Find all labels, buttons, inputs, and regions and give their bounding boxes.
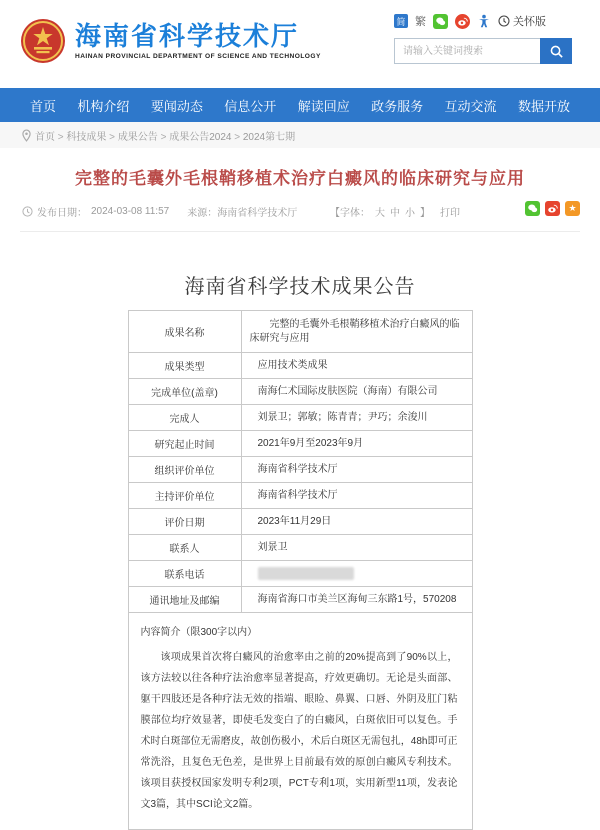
wechat-bubble-icon (435, 16, 446, 27)
font-size-medium[interactable]: 中 (390, 208, 400, 219)
summary-text: 该项成果首次将白癜风的治愈率由之前的20%提高到了90%以上，该方法较以往各种疗法治愈率显著提高，疗效更确切。无论是头面部、躯干四肢还是各种疗法无效的指端、眼睑、鼻翼、口唇、外阴及肛门粘膜部位均疗效显著，即使毛发变白了的白癜风，白斑依旧可以复色。手术时白斑部位无需磨皮，故创伤极小，术后白斑区无需包扎，48h即可正常洗浴，且复色无色差，是世界上目前最有效的原创白癜风专利技术。该项目获授权国家发明专利2项，PCT专利1项，实用新型11项，发表论文3篇，其中SCI论文2篇。 (140, 652, 458, 810)
article-meta (0, 204, 600, 220)
row-label: 通讯地址及邮编 (128, 587, 241, 613)
nav-item-2[interactable]: 要闻动态 (150, 98, 203, 114)
row-label: 评价日期 (128, 509, 241, 535)
table-row (128, 587, 472, 613)
table-row (128, 483, 472, 509)
search-input[interactable] (394, 38, 540, 64)
header-tools (394, 13, 582, 64)
source-value: 海南省科学技术厅 (217, 208, 298, 219)
row-value: 2023年11月29日 (241, 509, 472, 535)
nav-item-3[interactable]: 信息公开 (224, 98, 277, 114)
row-value: 海南省科学技术厅 (241, 457, 472, 483)
table-row (128, 457, 472, 483)
font-size-control (330, 204, 460, 219)
nav-item-5[interactable]: 政务服务 (371, 98, 424, 114)
font-size-suffix: 】 (420, 208, 430, 219)
row-label: 联系人 (128, 535, 241, 561)
site-title: 海南省科学技术厅 (75, 20, 300, 51)
breadcrumb-separator: > (106, 131, 118, 143)
source (187, 204, 297, 219)
font-size-large[interactable]: 大 (375, 208, 385, 219)
breadcrumb-item-3[interactable]: 成果公告2024 (169, 131, 232, 143)
nav-item-0[interactable]: 首页 (30, 98, 57, 114)
search-icon (549, 44, 564, 59)
table-row (128, 353, 472, 379)
row-label: 组织评价单位 (128, 457, 241, 483)
search-button[interactable] (540, 38, 572, 64)
publish-info (22, 204, 297, 219)
article (0, 164, 600, 830)
nav-item-1[interactable]: 机构介绍 (77, 98, 130, 114)
table-row (128, 535, 472, 561)
breadcrumb-item-4[interactable]: 2024第七期 (242, 131, 296, 143)
breadcrumb-separator: > (157, 131, 170, 143)
font-size-prefix: 【字体： (330, 208, 370, 219)
accessibility-icon[interactable] (477, 14, 491, 28)
location-pin-icon (22, 129, 31, 142)
row-value: 完整的毛囊外毛根鞘移植术治疗白癜风的临床研究与应用 (241, 311, 472, 353)
font-size-small[interactable]: 小 (405, 208, 415, 219)
share-wechat-icon[interactable] (525, 201, 540, 216)
row-value (241, 561, 472, 587)
source-label: 来源： (187, 208, 218, 219)
row-value: 海南省海口市美兰区海甸三东路1号，570208 (241, 587, 472, 613)
logo (20, 18, 321, 64)
row-value: 刘景卫 (241, 535, 472, 561)
announcement-table (128, 310, 473, 830)
summary-row (128, 613, 472, 830)
row-label: 联系电话 (128, 561, 241, 587)
breadcrumb-items (35, 128, 295, 143)
row-label: 主持评价单位 (128, 483, 241, 509)
row-label: 成果类型 (128, 353, 241, 379)
print-button[interactable]: 打印 (440, 208, 460, 219)
weibo-icon[interactable] (455, 14, 470, 29)
breadcrumb-item-2[interactable]: 成果公告 (117, 131, 158, 143)
row-value: 南海仁术国际皮肤医院（海南）有限公司 (241, 379, 472, 405)
clock-icon (498, 15, 510, 27)
site-title-block (75, 22, 321, 61)
announcement-title: 海南省科学技术成果公告 (184, 276, 416, 298)
table-row (128, 405, 472, 431)
row-value: 2021年9月至2023年9月 (241, 431, 472, 457)
row-value: 刘景卫；郭敏；陈青青；尹巧；余浚川 (241, 405, 472, 431)
site-header (0, 0, 600, 88)
share-weibo-icon[interactable] (545, 201, 560, 216)
national-emblem-icon (20, 18, 66, 64)
breadcrumb-item-1[interactable]: 科技成果 (66, 131, 107, 143)
care-version-link[interactable] (498, 13, 546, 29)
breadcrumb-separator: > (231, 131, 243, 143)
share-favorite-icon[interactable]: ★ (565, 201, 580, 216)
accessibility-person-icon (477, 14, 491, 28)
nav-item-7[interactable]: 数据开放 (517, 98, 570, 114)
row-value: 海南省科学技术厅 (241, 483, 472, 509)
publish-date-value: 2024-03-08 11:57 (91, 206, 170, 217)
site-title-en: HAINAN PROVINCIAL DEPARTMENT OF SCIENCE AND TECHNOLOGY (75, 53, 321, 61)
summary-title: 内容简介（限300字以内） (140, 627, 258, 638)
row-label: 研究起止时间 (128, 431, 241, 457)
clock-icon (22, 206, 33, 217)
search-bar (394, 38, 582, 64)
weibo-eye-icon (457, 16, 468, 27)
table-row (128, 509, 472, 535)
row-label: 成果名称 (128, 311, 241, 353)
weibo-eye-icon (547, 203, 558, 214)
nav-item-6[interactable]: 互动交流 (444, 98, 497, 114)
wechat-bubble-icon (527, 203, 538, 214)
breadcrumb (0, 122, 600, 148)
row-label: 完成单位(盖章) (128, 379, 241, 405)
simplified-chinese-button[interactable]: 简 (394, 14, 408, 28)
main-nav (0, 88, 600, 122)
breadcrumb-item-0[interactable]: 首页 (35, 131, 55, 143)
breadcrumb-separator: > (55, 131, 67, 143)
publish-date-label: 发布日期： (37, 208, 87, 219)
table-row (128, 311, 472, 353)
summary-cell (128, 613, 472, 830)
table-row (128, 561, 472, 587)
nav-item-4[interactable]: 解读回应 (297, 98, 350, 114)
redacted-phone (258, 567, 354, 580)
row-value: 应用技术类成果 (241, 353, 472, 379)
table-row (128, 431, 472, 457)
wechat-icon[interactable] (433, 14, 448, 29)
care-version-label: 关怀版 (513, 16, 546, 28)
article-title: 完整的毛囊外毛根鞘移植术治疗白癜风的临床研究与应用 (75, 169, 525, 188)
table-row (128, 379, 472, 405)
divider (20, 231, 580, 232)
top-links (394, 13, 582, 29)
share-buttons (525, 201, 580, 216)
row-label: 完成人 (128, 405, 241, 431)
traditional-chinese-button[interactable]: 繁 (415, 16, 426, 28)
